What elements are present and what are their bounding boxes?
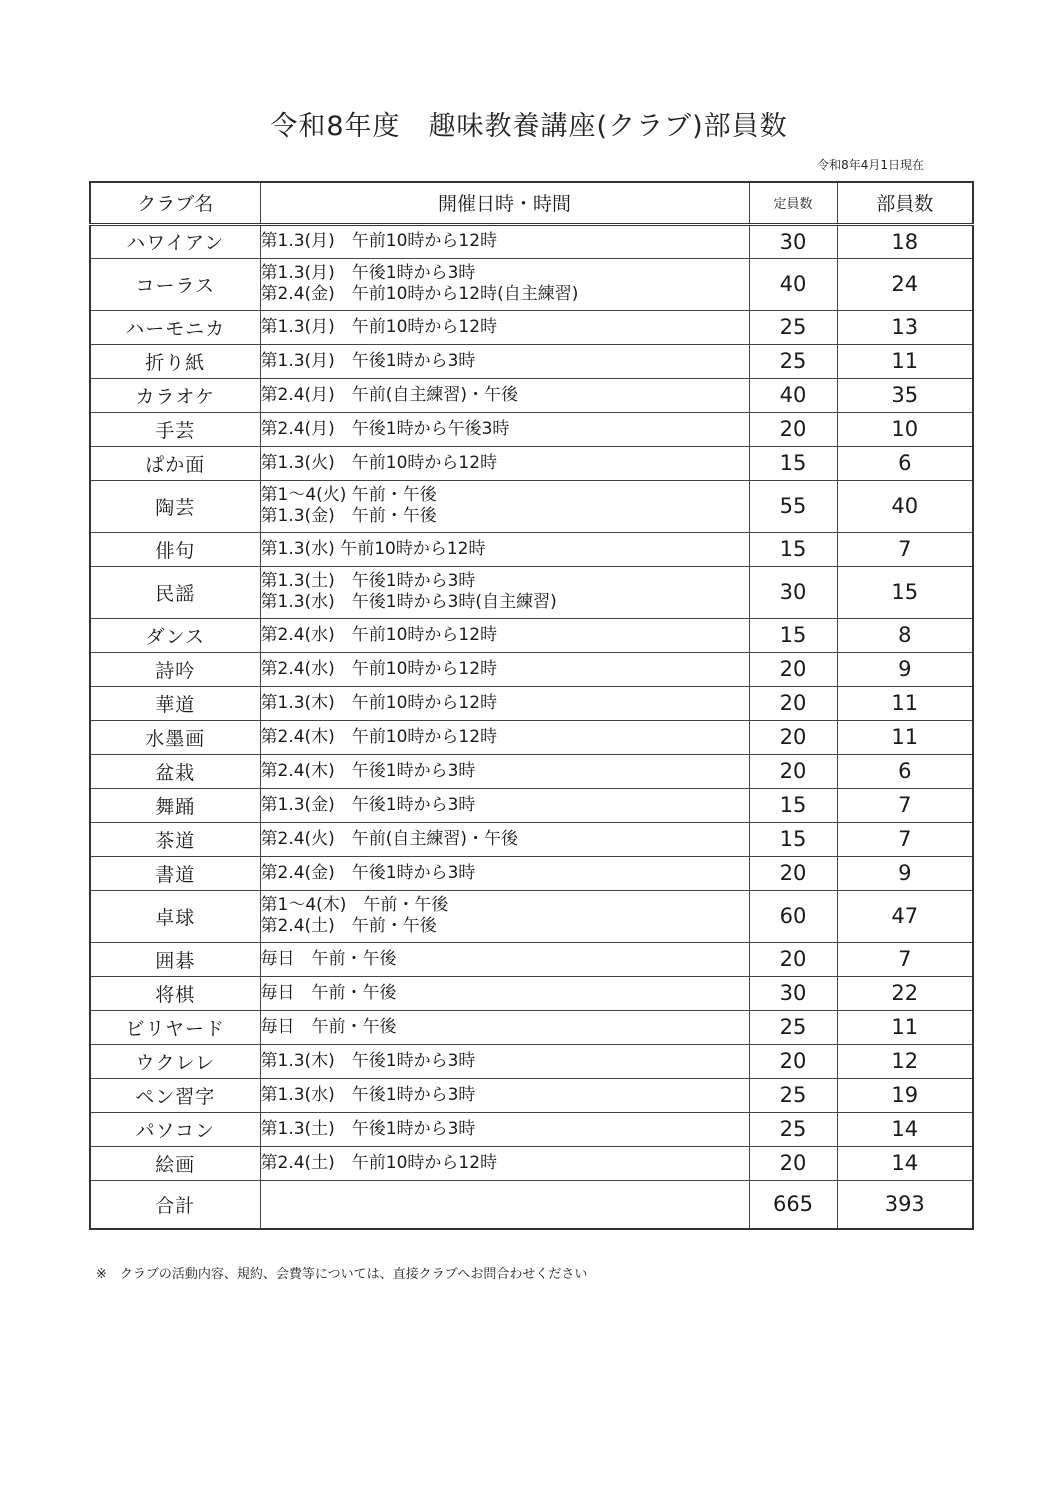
club-name: ダンス (90, 618, 260, 652)
club-schedule (260, 976, 749, 1010)
schedule-line: 第2.4(水) 午前10時から12時 (260, 658, 498, 679)
club-members: 12 (837, 1044, 973, 1078)
header-capacity: 定員数 (749, 182, 837, 224)
club-members: 11 (837, 1010, 973, 1044)
table-row (90, 788, 973, 822)
club-schedule (260, 258, 749, 310)
club-capacity: 20 (749, 754, 837, 788)
club-name: 民謡 (90, 566, 260, 618)
club-members: 6 (837, 446, 973, 480)
club-schedule (260, 446, 749, 480)
table-row (90, 310, 973, 344)
table-row (90, 344, 973, 378)
club-name: コーラス (90, 258, 260, 310)
schedule-line: 第2.4(火) 午前(自主練習)・午後 (260, 828, 519, 849)
club-schedule (260, 618, 749, 652)
club-name: 書道 (90, 856, 260, 890)
club-capacity: 25 (749, 1112, 837, 1146)
club-schedule (260, 310, 749, 344)
schedule-line: 毎日 午前・午後 (260, 948, 397, 969)
club-schedule (260, 822, 749, 856)
club-schedule (260, 1010, 749, 1044)
club-schedule (260, 652, 749, 686)
club-members: 7 (837, 822, 973, 856)
club-capacity: 20 (749, 652, 837, 686)
club-schedule (260, 1146, 749, 1180)
club-schedule (260, 720, 749, 754)
schedule-line: 第1.3(土) 午後1時から3時 (260, 1118, 476, 1139)
club-name: 絵画 (90, 1146, 260, 1180)
header-club-name: クラブ名 (90, 182, 260, 224)
club-name: ハーモニカ (90, 310, 260, 344)
schedule-line: 第2.4(月) 午後1時から午後3時 (260, 418, 510, 439)
club-schedule (260, 890, 749, 942)
total-row (90, 1180, 973, 1229)
table-row (90, 1112, 973, 1146)
club-capacity: 60 (749, 890, 837, 942)
club-name: 茶道 (90, 822, 260, 856)
club-name: ぱか面 (90, 446, 260, 480)
club-capacity: 40 (749, 378, 837, 412)
table-row (90, 754, 973, 788)
total-schedule-empty (260, 1180, 749, 1229)
club-members: 14 (837, 1146, 973, 1180)
schedule-line: 第1.3(月) 午前10時から12時 (260, 316, 498, 337)
club-members: 9 (837, 652, 973, 686)
table-row (90, 532, 973, 566)
club-capacity: 20 (749, 1044, 837, 1078)
club-capacity: 15 (749, 446, 837, 480)
header-members: 部員数 (837, 182, 973, 224)
club-members: 35 (837, 378, 973, 412)
table-row (90, 686, 973, 720)
club-schedule (260, 788, 749, 822)
club-capacity: 25 (749, 310, 837, 344)
club-name: 陶芸 (90, 480, 260, 532)
table-row (90, 652, 973, 686)
club-schedule (260, 942, 749, 976)
club-schedule (260, 1078, 749, 1112)
club-capacity: 15 (749, 618, 837, 652)
schedule-line: 第2.4(金) 午前10時から12時(自主練習) (260, 284, 579, 304)
club-schedule (260, 754, 749, 788)
club-capacity: 25 (749, 344, 837, 378)
club-members: 8 (837, 618, 973, 652)
table-row (90, 1044, 973, 1078)
club-members: 19 (837, 1078, 973, 1112)
club-members: 6 (837, 754, 973, 788)
club-capacity: 30 (749, 566, 837, 618)
club-capacity: 30 (749, 224, 837, 258)
club-capacity: 20 (749, 686, 837, 720)
schedule-line: 第1～4(火) 午前・午後 (260, 485, 437, 505)
club-capacity: 15 (749, 532, 837, 566)
club-name: 華道 (90, 686, 260, 720)
club-capacity: 20 (749, 1146, 837, 1180)
schedule-line: 第2.4(木) 午後1時から3時 (260, 760, 476, 781)
schedule-line: 第1.3(月) 午前10時から12時 (260, 231, 498, 251)
club-schedule (260, 1112, 749, 1146)
page-title: 令和8年度 趣味教養講座(クラブ)部員数 (270, 111, 788, 142)
club-name: ウクレレ (90, 1044, 260, 1078)
club-name: 卓球 (90, 890, 260, 942)
header-row (90, 182, 973, 224)
club-members: 11 (837, 344, 973, 378)
table-row (90, 378, 973, 412)
club-schedule (260, 412, 749, 446)
club-schedule (260, 344, 749, 378)
schedule-line: 第1.3(木) 午後1時から3時 (260, 1050, 476, 1071)
schedule-line: 第1.3(土) 午後1時から3時 (260, 571, 476, 591)
club-members: 18 (837, 224, 973, 258)
schedule-line: 第2.4(月) 午前(自主練習)・午後 (260, 384, 519, 405)
club-table (89, 181, 974, 1230)
table-row (90, 1078, 973, 1112)
table-row (90, 720, 973, 754)
schedule-line: 第1.3(金) 午前・午後 (260, 506, 437, 526)
club-schedule (260, 686, 749, 720)
schedule-line: 第1.3(火) 午前10時から12時 (260, 452, 498, 473)
schedule-line: 第1～4(木) 午前・午後 (260, 895, 449, 915)
schedule-line: 毎日 午前・午後 (260, 1016, 397, 1037)
table-row (90, 822, 973, 856)
club-name: ハワイアン (90, 224, 260, 258)
total-members: 393 (837, 1180, 973, 1229)
club-name: ビリヤード (90, 1010, 260, 1044)
club-members: 24 (837, 258, 973, 310)
total-label: 合計 (90, 1180, 260, 1229)
club-name: 舞踊 (90, 788, 260, 822)
club-schedule (260, 532, 749, 566)
club-capacity: 55 (749, 480, 837, 532)
club-schedule (260, 480, 749, 532)
club-capacity: 20 (749, 856, 837, 890)
club-capacity: 15 (749, 822, 837, 856)
schedule-line: 第1.3(月) 午後1時から3時 (260, 263, 476, 283)
table-row (90, 890, 973, 942)
club-members: 13 (837, 310, 973, 344)
club-name: カラオケ (90, 378, 260, 412)
club-schedule (260, 566, 749, 618)
club-members: 15 (837, 566, 973, 618)
schedule-line: 第2.4(木) 午前10時から12時 (260, 726, 498, 747)
club-name: 俳句 (90, 532, 260, 566)
club-members: 47 (837, 890, 973, 942)
club-capacity: 30 (749, 976, 837, 1010)
as-of-date: 令和8年4月1日現在 (817, 158, 924, 172)
club-name: 将棋 (90, 976, 260, 1010)
club-name: 囲碁 (90, 942, 260, 976)
club-name: 折り紙 (90, 344, 260, 378)
club-capacity: 20 (749, 942, 837, 976)
club-capacity: 20 (749, 720, 837, 754)
schedule-line: 第2.4(金) 午後1時から3時 (260, 862, 476, 883)
club-members: 40 (837, 480, 973, 532)
table-row (90, 446, 973, 480)
club-members: 11 (837, 686, 973, 720)
club-members: 22 (837, 976, 973, 1010)
table-row (90, 618, 973, 652)
schedule-line: 第1.3(水) 午後1時から3時(自主練習) (260, 592, 557, 612)
club-schedule (260, 224, 749, 258)
club-members: 7 (837, 788, 973, 822)
club-rows (90, 224, 973, 1180)
club-capacity: 15 (749, 788, 837, 822)
table-row (90, 976, 973, 1010)
table-row (90, 1146, 973, 1180)
club-schedule (260, 378, 749, 412)
schedule-line: 第1.3(水) 午後1時から3時 (260, 1084, 476, 1105)
club-schedule (260, 856, 749, 890)
club-capacity: 25 (749, 1010, 837, 1044)
club-capacity: 40 (749, 258, 837, 310)
club-name: 水墨画 (90, 720, 260, 754)
total-capacity: 665 (749, 1180, 837, 1229)
schedule-line: 第1.3(金) 午後1時から3時 (260, 794, 476, 815)
club-members: 9 (837, 856, 973, 890)
schedule-line: 第2.4(水) 午前10時から12時 (260, 624, 498, 645)
table-row (90, 480, 973, 532)
table-row (90, 566, 973, 618)
club-name: ペン習字 (90, 1078, 260, 1112)
club-name: 盆栽 (90, 754, 260, 788)
schedule-line: 第1.3(月) 午後1時から3時 (260, 350, 476, 371)
footnote: ※ クラブの活動内容、規約、会費等については、直接クラブへお問合わせください (96, 1267, 588, 1282)
schedule-line: 第2.4(土) 午前・午後 (260, 916, 437, 936)
table-row (90, 224, 973, 258)
club-capacity: 25 (749, 1078, 837, 1112)
club-capacity: 20 (749, 412, 837, 446)
header-schedule: 開催日時・時間 (260, 182, 749, 224)
table-row (90, 1010, 973, 1044)
club-name: 手芸 (90, 412, 260, 446)
table-row (90, 412, 973, 446)
club-members: 7 (837, 532, 973, 566)
club-schedule (260, 1044, 749, 1078)
club-members: 14 (837, 1112, 973, 1146)
club-members: 7 (837, 942, 973, 976)
club-members: 10 (837, 412, 973, 446)
schedule-line: 第1.3(水) 午前10時から12時 (260, 538, 486, 559)
schedule-line: 第2.4(土) 午前10時から12時 (260, 1152, 498, 1173)
schedule-line: 第1.3(木) 午前10時から12時 (260, 692, 498, 713)
club-members: 11 (837, 720, 973, 754)
table-row (90, 942, 973, 976)
table-row (90, 258, 973, 310)
table-row (90, 856, 973, 890)
club-name: 詩吟 (90, 652, 260, 686)
club-name: パソコン (90, 1112, 260, 1146)
schedule-line: 毎日 午前・午後 (260, 982, 397, 1003)
